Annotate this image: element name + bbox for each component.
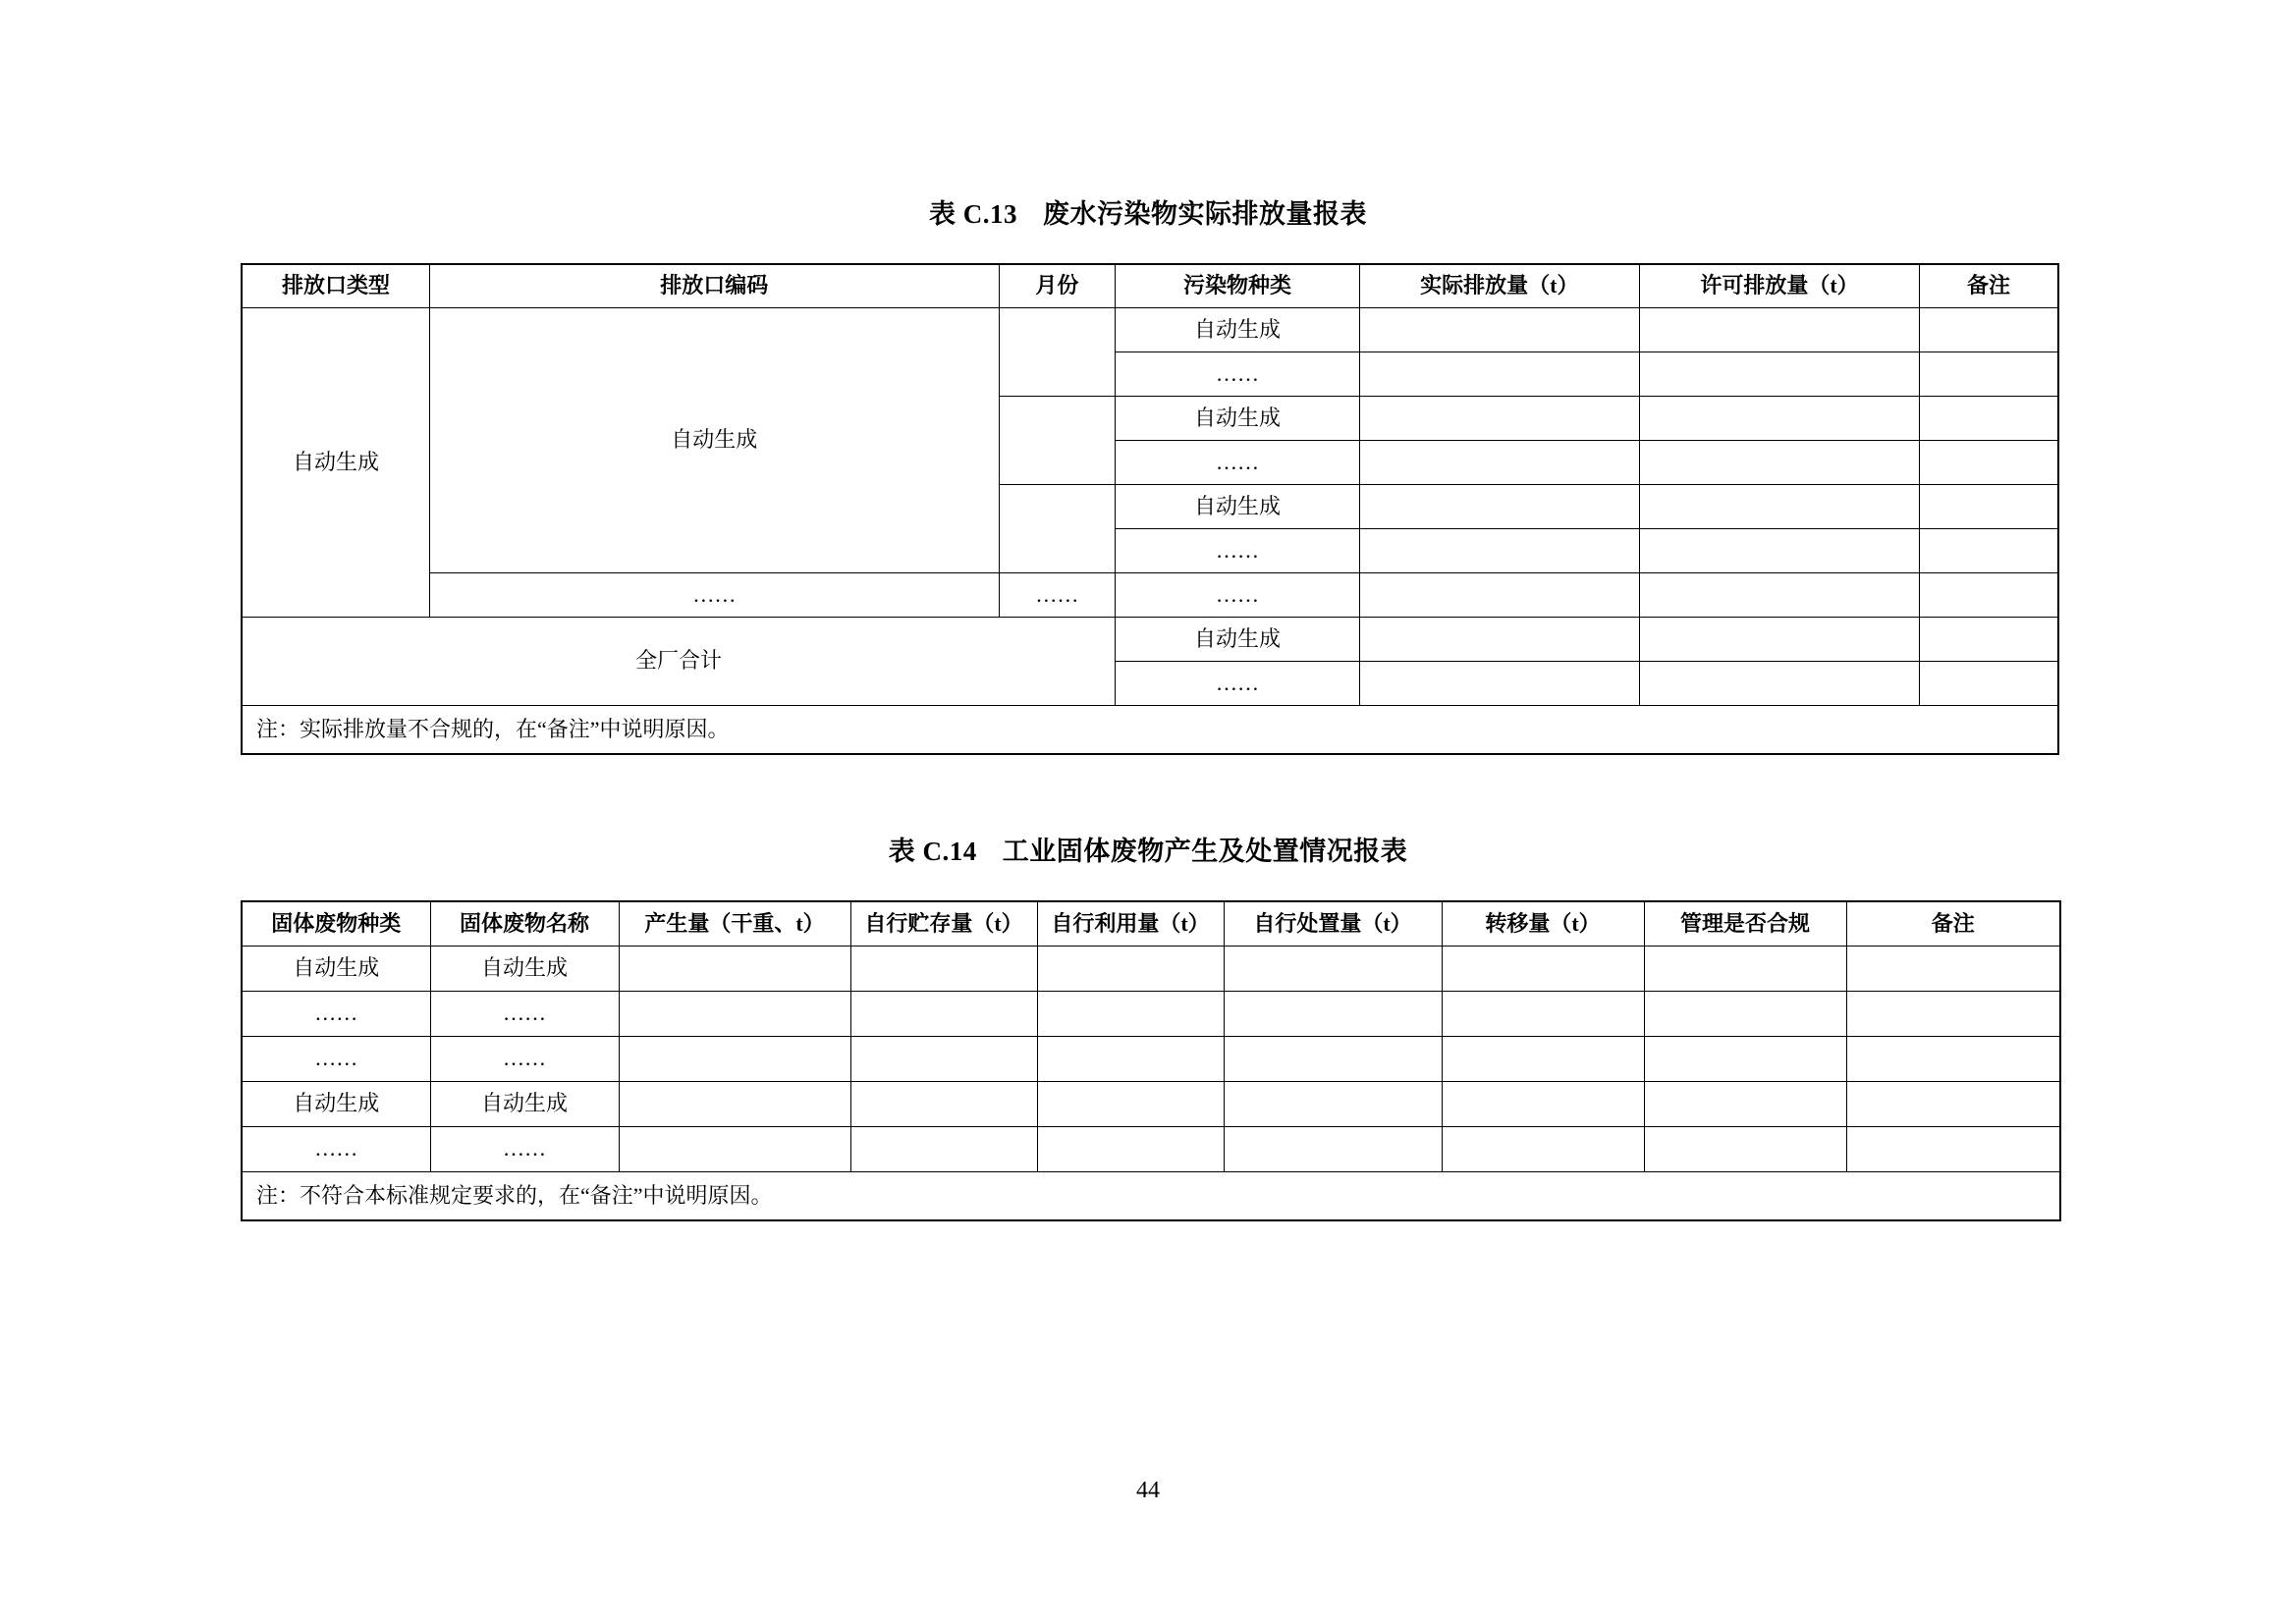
table-c13-actual-cell: [1359, 485, 1639, 529]
table-c14-storage-cell: [850, 1127, 1037, 1172]
table-c14-transfer-cell: [1442, 1037, 1644, 1082]
table-c14: [241, 900, 2061, 1221]
table-c14-kind-cell: 自动生成: [242, 947, 430, 992]
table-row: [242, 573, 2058, 618]
table-c13-permitted-cell: [1639, 529, 1919, 573]
table-c13-permitted-cell: [1639, 308, 1919, 352]
table-row: [242, 1172, 2060, 1221]
table-c14-title-number: 表 C.14: [888, 837, 977, 866]
table-c13-pollutant-cell: ……: [1116, 662, 1360, 706]
table-c13-actual-cell: [1359, 529, 1639, 573]
table-c14-col-waste-name: 固体废物名称: [430, 901, 619, 947]
table-c13-total-label: 全厂合计: [242, 618, 1116, 706]
table-c14-title: [0, 830, 2296, 868]
table-c14-remark-cell: [1846, 947, 2060, 992]
table-c13-title-text: 废水污染物实际排放量报表: [1043, 199, 1367, 229]
table-c13-remark-cell: [1920, 618, 2058, 662]
table-c13-remark-cell: [1920, 485, 2058, 529]
table-c14-col-transfer: 转移量（t）: [1442, 901, 1644, 947]
table-c13-actual-cell: [1359, 352, 1639, 397]
table-c14-storage-cell: [850, 992, 1037, 1037]
table-c14-compliance-cell: [1644, 1127, 1846, 1172]
table-c13-actual-cell: [1359, 573, 1639, 618]
table-c14-kind-cell: 自动生成: [242, 1082, 430, 1127]
table-c13-outlet-code-ellipsis: ……: [430, 573, 999, 618]
table-c13-actual-cell: [1359, 662, 1639, 706]
table-c13-col-outlet-type: 排放口类型: [242, 264, 430, 308]
table-c14-utilization-cell: [1037, 947, 1224, 992]
table-c14-transfer-cell: [1442, 1127, 1644, 1172]
table-c14-col-remark: 备注: [1846, 901, 2060, 947]
table-c13-outlet-type-value: 自动生成: [242, 308, 430, 618]
table-c13-pollutant-cell: ……: [1116, 529, 1360, 573]
table-c13-remark-cell: [1920, 529, 2058, 573]
table-c14-compliance-cell: [1644, 1082, 1846, 1127]
table-c14-generation-cell: [619, 1037, 850, 1082]
table-row: [242, 308, 2058, 352]
table-c13-month-ellipsis: ……: [999, 573, 1116, 618]
table-c13-pollutant-cell: 自动生成: [1116, 485, 1360, 529]
table-c13-title-number: 表 C.13: [929, 199, 1017, 229]
table-c14-remark-cell: [1846, 992, 2060, 1037]
table-c14-transfer-cell: [1442, 947, 1644, 992]
table-c14-col-waste-kind: 固体废物种类: [242, 901, 430, 947]
table-c13-month-cell: [999, 397, 1116, 485]
table-c13-note: 注：实际排放量不合规的，在“备注”中说明原因。: [242, 706, 2058, 755]
table-c13-col-actual: 实际排放量（t）: [1359, 264, 1639, 308]
page-number: 44: [1136, 1478, 1160, 1503]
table-c13-col-outlet-code: 排放口编码: [430, 264, 999, 308]
table-c14-storage-cell: [850, 947, 1037, 992]
table-c14-utilization-cell: [1037, 1082, 1224, 1127]
table-c14-wrapper: [241, 900, 2059, 1221]
table-row: [242, 1037, 2060, 1082]
table-c14-col-utilization: 自行利用量（t）: [1037, 901, 1224, 947]
table-c13-actual-cell: [1359, 308, 1639, 352]
table-c14-generation-cell: [619, 947, 850, 992]
table-c14-col-generation: 产生量（干重、t）: [619, 901, 850, 947]
table-c13-pollutant-cell: ……: [1116, 441, 1360, 485]
table-row: [242, 992, 2060, 1037]
table-c13-remark-cell: [1920, 352, 2058, 397]
table-c13-col-month: 月份: [999, 264, 1116, 308]
table-c14-name-cell: ……: [430, 1037, 619, 1082]
table-c13-permitted-cell: [1639, 397, 1919, 441]
table-c14-compliance-cell: [1644, 947, 1846, 992]
table-c13-col-permitted: 许可排放量（t）: [1639, 264, 1919, 308]
table-c14-disposal-cell: [1224, 1127, 1442, 1172]
table-c14-col-compliance: 管理是否合规: [1644, 901, 1846, 947]
table-row: [242, 1127, 2060, 1172]
table-c14-disposal-cell: [1224, 1082, 1442, 1127]
table-c14-remark-cell: [1846, 1082, 2060, 1127]
table-c14-header-row: [242, 901, 2060, 947]
table-c14-col-disposal: 自行处置量（t）: [1224, 901, 1442, 947]
table-c14-note: 注：不符合本标准规定要求的，在“备注”中说明原因。: [242, 1172, 2060, 1221]
table-c14-utilization-cell: [1037, 992, 1224, 1037]
table-c14-name-cell: 自动生成: [430, 947, 619, 992]
table-c14-kind-cell: ……: [242, 1037, 430, 1082]
table-c14-generation-cell: [619, 1082, 850, 1127]
table-c14-disposal-cell: [1224, 992, 1442, 1037]
table-c14-storage-cell: [850, 1082, 1037, 1127]
table-row: [242, 618, 2058, 662]
table-c14-utilization-cell: [1037, 1037, 1224, 1082]
table-c13-permitted-cell: [1639, 573, 1919, 618]
table-c14-compliance-cell: [1644, 1037, 1846, 1082]
table-c14-col-storage: 自行贮存量（t）: [850, 901, 1037, 947]
table-c14-storage-cell: [850, 1037, 1037, 1082]
table-c14-utilization-cell: [1037, 1127, 1224, 1172]
table-c14-name-cell: ……: [430, 992, 619, 1037]
table-c13-actual-cell: [1359, 441, 1639, 485]
table-c13-pollutant-cell: 自动生成: [1116, 618, 1360, 662]
table-c13-permitted-cell: [1639, 662, 1919, 706]
table-c14-name-cell: 自动生成: [430, 1082, 619, 1127]
table-row: [242, 706, 2058, 755]
table-c13-title: [0, 192, 2296, 231]
table-row: [242, 947, 2060, 992]
table-c14-transfer-cell: [1442, 1082, 1644, 1127]
table-c14-title-text: 工业固体废物产生及处置情况报表: [1002, 837, 1408, 866]
table-c13-pollutant-ellipsis: ……: [1116, 573, 1360, 618]
table-c14-kind-cell: ……: [242, 992, 430, 1037]
table-c13-permitted-cell: [1639, 485, 1919, 529]
table-c13-month-cell: [999, 485, 1116, 573]
table-c13-month-cell: [999, 308, 1116, 397]
table-c13: [241, 263, 2059, 755]
table-c14-disposal-cell: [1224, 947, 1442, 992]
table-c14-name-cell: ……: [430, 1127, 619, 1172]
table-c13-pollutant-cell: ……: [1116, 352, 1360, 397]
table-c14-disposal-cell: [1224, 1037, 1442, 1082]
table-c13-permitted-cell: [1639, 618, 1919, 662]
table-c13-remark-cell: [1920, 397, 2058, 441]
table-c14-generation-cell: [619, 1127, 850, 1172]
table-c13-pollutant-cell: 自动生成: [1116, 397, 1360, 441]
table-c13-permitted-cell: [1639, 441, 1919, 485]
table-c14-generation-cell: [619, 992, 850, 1037]
table-c13-remark-cell: [1920, 441, 2058, 485]
table-c13-pollutant-cell: 自动生成: [1116, 308, 1360, 352]
table-c13-col-pollutant: 污染物种类: [1116, 264, 1360, 308]
table-c13-remark-cell: [1920, 662, 2058, 706]
table-c14-remark-cell: [1846, 1127, 2060, 1172]
table-c13-remark-cell: [1920, 308, 2058, 352]
table-c13-header-row: [242, 264, 2058, 308]
table-c14-compliance-cell: [1644, 992, 1846, 1037]
table-c14-remark-cell: [1846, 1037, 2060, 1082]
table-c14-transfer-cell: [1442, 992, 1644, 1037]
table-c13-outlet-code-value: 自动生成: [430, 308, 999, 573]
table-c14-kind-cell: ……: [242, 1127, 430, 1172]
table-c13-actual-cell: [1359, 397, 1639, 441]
table-c13-remark-cell: [1920, 573, 2058, 618]
table-c13-wrapper: [241, 263, 2059, 755]
table-row: [242, 1082, 2060, 1127]
table-c13-permitted-cell: [1639, 352, 1919, 397]
table-c13-actual-cell: [1359, 618, 1639, 662]
table-c13-col-remark: 备注: [1920, 264, 2058, 308]
